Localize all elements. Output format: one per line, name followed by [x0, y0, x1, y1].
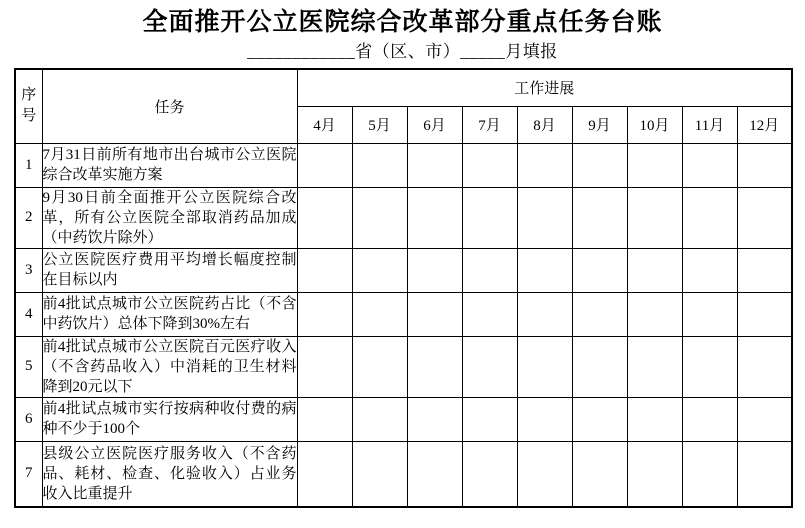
progress-cell: [352, 143, 407, 187]
progress-cell: [517, 187, 572, 248]
table-row: [15, 187, 792, 248]
row-number: 4: [15, 292, 42, 336]
table-row: [15, 143, 792, 187]
row-number: 3: [15, 248, 42, 292]
progress-cell: [572, 187, 627, 248]
progress-cell: [572, 292, 627, 336]
month-blank-line: _____: [460, 42, 506, 61]
task-ledger-table: [14, 68, 793, 508]
progress-cell: [627, 143, 682, 187]
progress-cell: [407, 336, 462, 397]
progress-cell: [462, 336, 517, 397]
progress-cell: [627, 248, 682, 292]
table-row: [15, 441, 792, 507]
progress-cell: [297, 397, 352, 441]
task-text: 前4批试点城市公立医院药占比（不含中药饮片）总体下降到30%左右: [42, 292, 297, 336]
progress-cell: [407, 248, 462, 292]
progress-cell: [572, 143, 627, 187]
header-row-progress: [15, 69, 792, 106]
progress-cell: [682, 248, 737, 292]
progress-cell: [737, 441, 792, 507]
progress-cell: [627, 187, 682, 248]
progress-cell: [737, 248, 792, 292]
progress-cell: [297, 187, 352, 248]
progress-cell: [462, 397, 517, 441]
month-header-aug: 8月: [517, 106, 572, 143]
row-number: 2: [15, 187, 42, 248]
progress-cell: [297, 441, 352, 507]
progress-cell: [627, 336, 682, 397]
month-header-apr: 4月: [297, 106, 352, 143]
task-text: 县级公立医院医疗服务收入（不含药品、耗材、检查、化验收入）占业务收入比重提升: [42, 441, 297, 507]
progress-cell: [407, 143, 462, 187]
progress-cell: [407, 397, 462, 441]
progress-cell: [462, 143, 517, 187]
progress-cell: [462, 292, 517, 336]
progress-cell: [517, 143, 572, 187]
progress-cell: [572, 397, 627, 441]
progress-cell: [462, 248, 517, 292]
document-title: 全面推开公立医院综合改革部分重点任务台账: [142, 9, 663, 36]
progress-cell: [682, 187, 737, 248]
province-label: 省（区、市）: [355, 42, 461, 61]
progress-cell: [462, 187, 517, 248]
table-row: [15, 292, 792, 336]
month-header-nov: 11月: [682, 106, 737, 143]
progress-cell: [572, 441, 627, 507]
progress-cell: [517, 336, 572, 397]
progress-cell: [682, 336, 737, 397]
progress-cell: [737, 397, 792, 441]
progress-cell: [352, 336, 407, 397]
progress-cell: [407, 441, 462, 507]
month-label: 月填报: [505, 42, 558, 61]
row-number: 6: [15, 397, 42, 441]
report-subtitle: [0, 42, 805, 62]
month-header-oct: 10月: [627, 106, 682, 143]
progress-cell: [737, 187, 792, 248]
progress-cell: [737, 143, 792, 187]
progress-cell: [627, 441, 682, 507]
progress-cell: [462, 441, 517, 507]
month-header-jun: 6月: [407, 106, 462, 143]
task-text: 7月31日前所有地市出台城市公立医院综合改革实施方案: [42, 143, 297, 187]
column-header-no: 序号: [15, 69, 42, 143]
month-header-jul: 7月: [462, 106, 517, 143]
row-number: 7: [15, 441, 42, 507]
month-header-sep: 9月: [572, 106, 627, 143]
month-header-may: 5月: [352, 106, 407, 143]
column-header-task: 任务: [42, 69, 297, 143]
progress-cell: [407, 187, 462, 248]
progress-cell: [352, 248, 407, 292]
progress-cell: [572, 248, 627, 292]
task-text: 9月30日前全面推开公立医院综合改革，所有公立医院全部取消药品加成（中药饮片除外）: [42, 187, 297, 248]
progress-cell: [517, 248, 572, 292]
progress-cell: [737, 336, 792, 397]
progress-cell: [682, 441, 737, 507]
progress-cell: [352, 292, 407, 336]
progress-cell: [682, 397, 737, 441]
progress-cell: [517, 292, 572, 336]
row-number: 5: [15, 336, 42, 397]
progress-cell: [352, 441, 407, 507]
progress-cell: [572, 336, 627, 397]
progress-cell: [627, 292, 682, 336]
column-header-progress: 工作进展: [297, 69, 792, 106]
progress-cell: [682, 143, 737, 187]
progress-cell: [517, 441, 572, 507]
month-header-dec: 12月: [737, 106, 792, 143]
progress-cell: [297, 292, 352, 336]
progress-cell: [352, 397, 407, 441]
province-blank-line: ____________: [247, 42, 356, 61]
table-row: [15, 248, 792, 292]
progress-cell: [682, 292, 737, 336]
progress-cell: [297, 143, 352, 187]
progress-cell: [517, 397, 572, 441]
progress-cell: [352, 187, 407, 248]
row-number: 1: [15, 143, 42, 187]
task-text: 前4批试点城市实行按病种收付费的病种不少于100个: [42, 397, 297, 441]
task-text: 前4批试点城市公立医院百元医疗收入（不含药品收入）中消耗的卫生材料降到20元以下: [42, 336, 297, 397]
progress-cell: [737, 292, 792, 336]
task-text: 公立医院医疗费用平均增长幅度控制在目标以内: [42, 248, 297, 292]
table-row: [15, 397, 792, 441]
progress-cell: [407, 292, 462, 336]
table-row: [15, 336, 792, 397]
progress-cell: [297, 336, 352, 397]
progress-cell: [627, 397, 682, 441]
progress-cell: [297, 248, 352, 292]
